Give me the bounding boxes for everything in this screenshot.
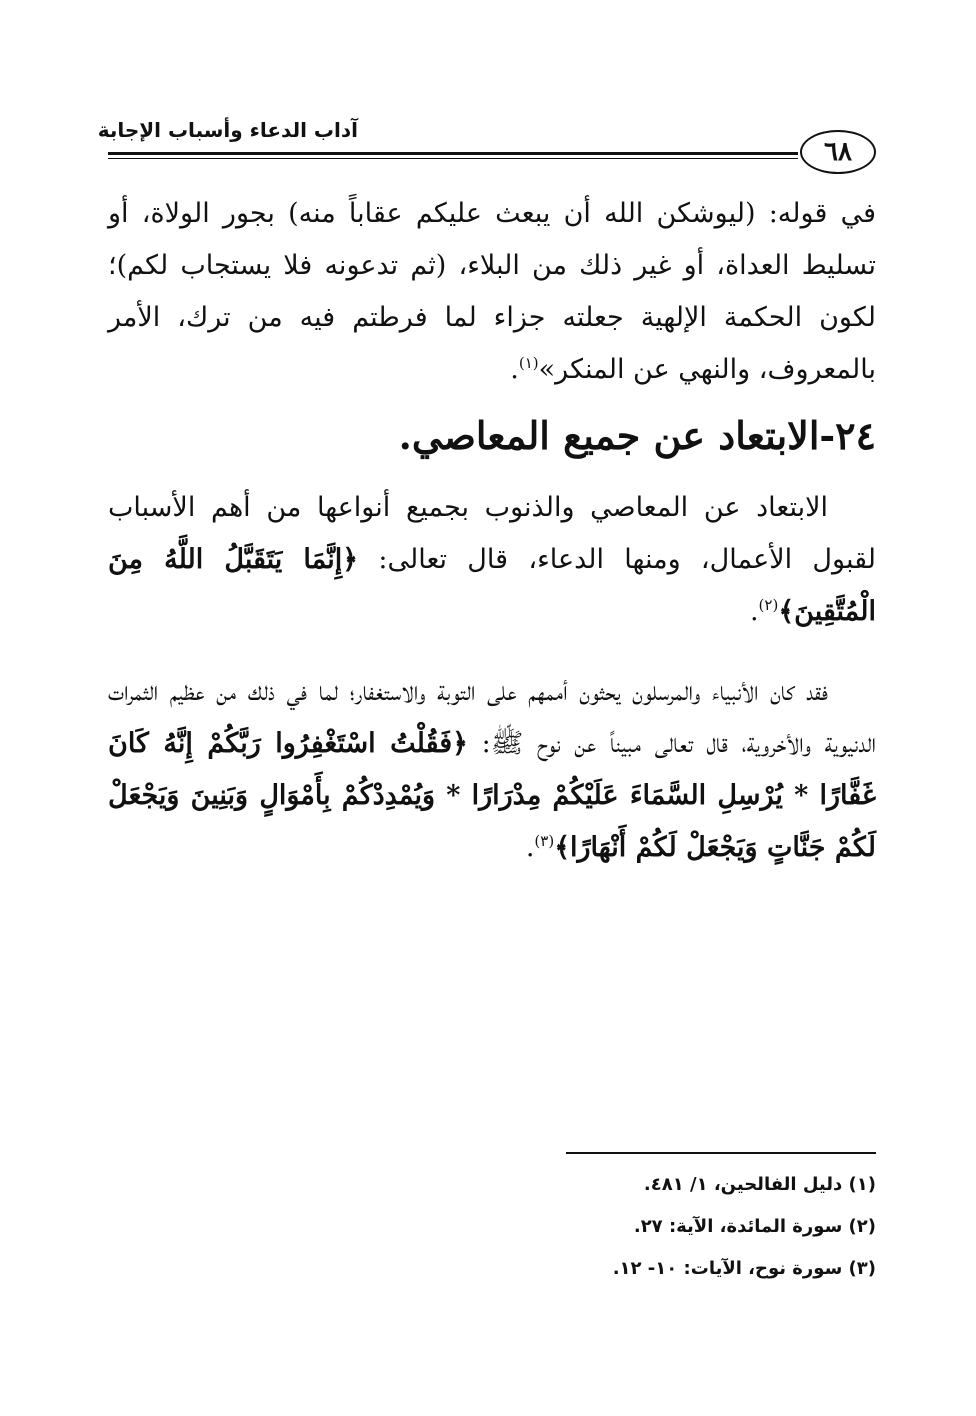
quran-verse-1: ﴿إِنَّمَا يَتَقَبَّلُ اللَّهُ مِنَ الْمُتَّقِينَ﴾ [108,544,876,627]
footnote-1: (١) دليل الفالحين، ١/ ٤٨١. [643,1174,876,1195]
paragraph-1 [108,188,876,396]
paragraph-2-text: الابتعاد عن المعاصي والذنوب بجميع أنواعها من أهم الأسباب لقبول الأعمال، ومنها الدعاء، قال تعالى: [108,492,876,575]
page-body [108,188,876,874]
paragraph-3 [108,666,876,874]
paragraph-3-text: فقد كان الأنبياء والمرسلون يحثون أممهم على التوبة والاستغفار؛ لما في ذلك من عظيم الثمرات الدنيوية والأخروية، قال تعالى مبيناً عن نوح ﷺ: [108,676,876,759]
paragraph-2 [108,482,876,638]
paragraph-gap [108,638,876,666]
footnote-2: (٢) سورة المائدة، الآية: ٢٧. [633,1216,876,1237]
quran-verse-2: ﴿فَقُلْتُ اسْتَغْفِرُوا رَبَّكُمْ إِنَّهُ كَانَ غَفَّارًا * يُرْسِلِ السَّمَاءَ عَلَيْكُمْ مِدْرَارًا * وَيُمْدِدْكُمْ بِأَمْوَالٍ وَبَنِينَ وَيَجْعَلْ لَكُمْ جَنَّاتٍ وَيَجْعَلْ لَكُمْ أَنْهَارًا﴾ [108,728,876,863]
footnote-ref-1: (١) [518,354,539,372]
footnote-ref-3: (٣) [534,832,555,850]
footnote-rule [566,1152,876,1154]
footnotes [566,1152,876,1290]
section-heading: ٢٤-الابتعاد عن جميع المعاصي. [398,413,876,458]
page-header [97,112,876,192]
paragraph-1-end: . [510,354,519,385]
page-number: ٦٨ [800,130,876,174]
running-title: آداب الدعاء وأسباب الإجابة [97,118,358,142]
paragraph-1-text: في قوله: (ليوشكن الله أن يبعث عليكم عقاباً منه) بجور الولاة، أو تسليط العداة، أو غير ذلك من البلاء، (ثم تدعونه فلا يستجاب لكم)؛ لكون الحكمة الإلهية جعلته جزاء لما فرطتم فيه من ترك، الأمر بالمعروف، والنهي عن المنكر» [108,198,876,385]
paragraph-3-end: . [525,832,535,863]
paragraph-2-end: . [749,596,759,627]
header-rule [108,152,798,159]
footnote-3: (٣) سورة نوح، الآيات: ١٠- ١٢. [612,1258,876,1279]
footnote-ref-2: (٢) [758,596,779,614]
